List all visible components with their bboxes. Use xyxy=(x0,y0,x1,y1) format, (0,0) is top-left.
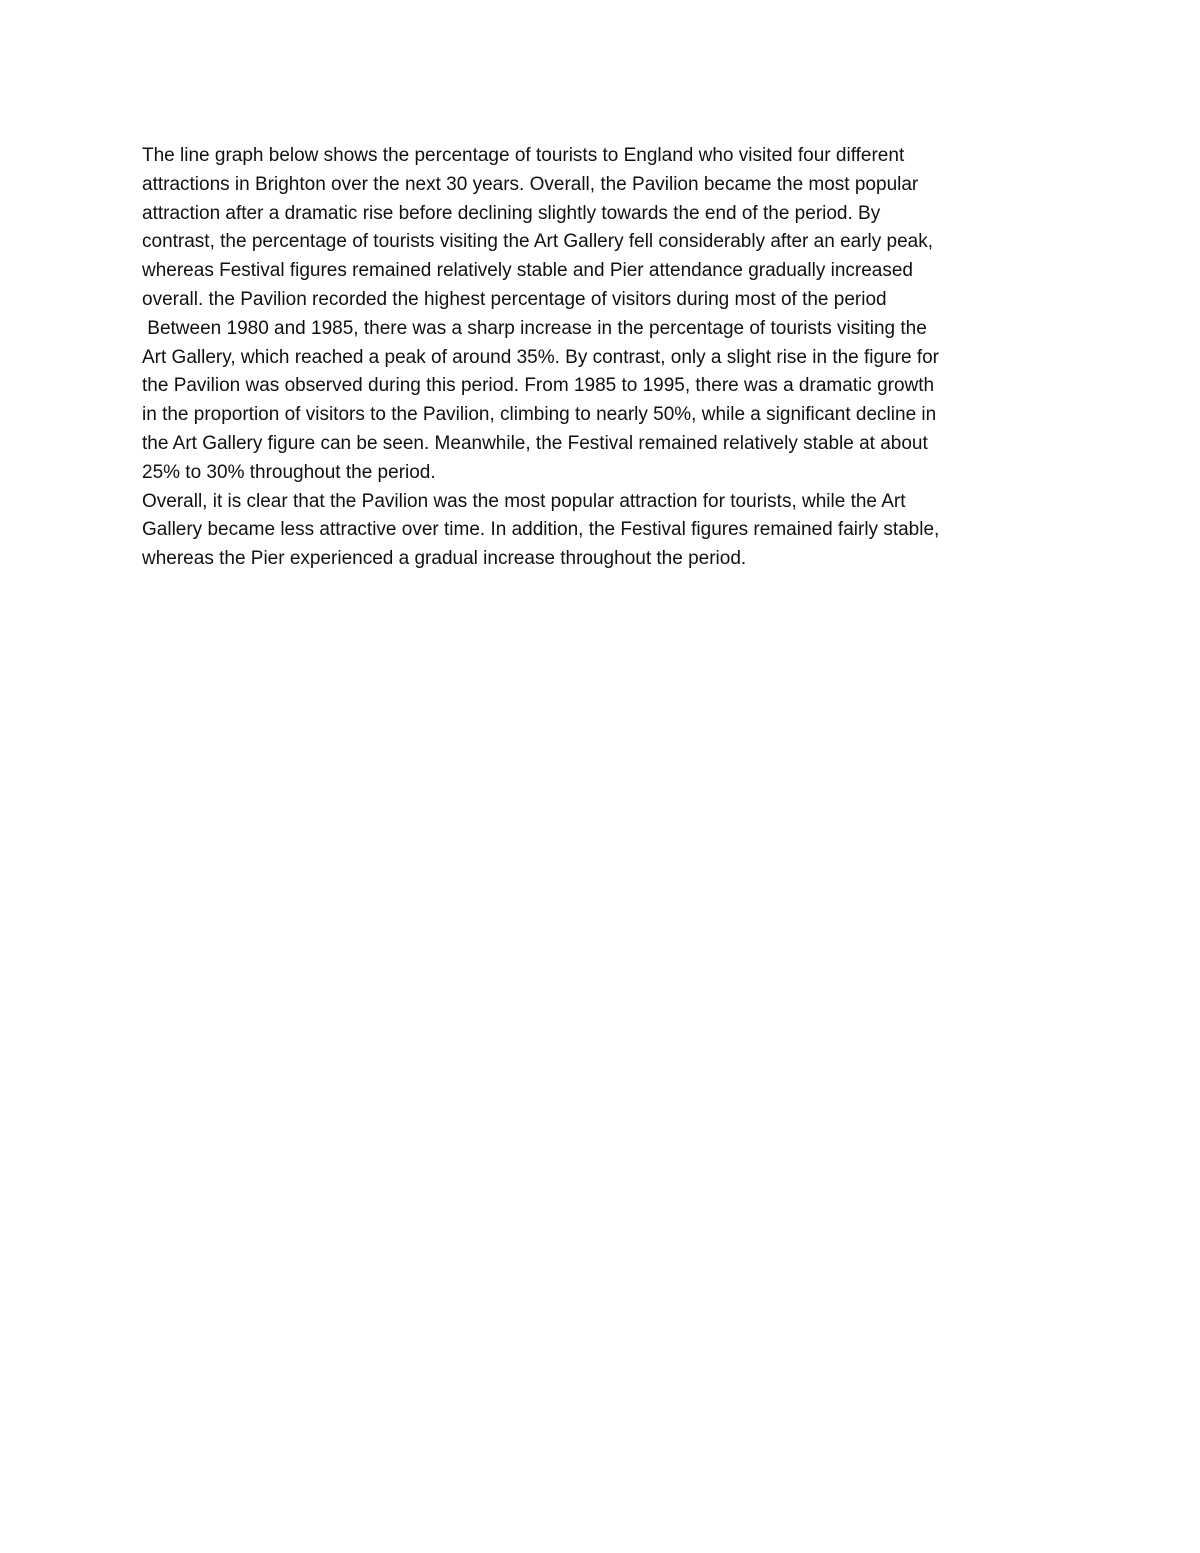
text-line: 25% to 30% throughout the period. xyxy=(142,461,436,483)
text-line: in the proportion of visitors to the Pavilion, climbing to nearly 50%, while a significant decline in xyxy=(142,404,937,426)
text-line: contrast, the percentage of tourists visiting the Art Gallery fell considerably after an early peak, xyxy=(142,231,934,253)
text-line: the Art Gallery figure can be seen. Meanwhile, the Festival remained relatively stable at about xyxy=(142,432,928,454)
body-text xyxy=(142,142,1062,574)
text-line: The line graph below shows the percentage of tourists to England who visited four different xyxy=(142,145,905,166)
text-line: overall. the Pavilion recorded the highest percentage of visitors during most of the period xyxy=(142,288,887,310)
text-line: Overall, it is clear that the Pavilion was the most popular attraction for tourists, while the Art xyxy=(142,490,906,512)
text-line: Gallery became less attractive over time. In addition, the Festival figures remained fairly stable, xyxy=(142,519,940,541)
text-line: the Pavilion was observed during this period. From 1985 to 1995, there was a dramatic growth xyxy=(142,375,935,397)
text-line: Between 1980 and 1985, there was a sharp increase in the percentage of tourists visiting the xyxy=(142,317,927,339)
text-line: attractions in Brighton over the next 30 years. Overall, the Pavilion became the most popular xyxy=(142,173,919,195)
text-line: attraction after a dramatic rise before declining slightly towards the end of the period. By xyxy=(142,202,881,224)
text-line: Art Gallery, which reached a peak of around 35%. By contrast, only a slight rise in the figure for xyxy=(142,346,939,368)
text-line: whereas the Pier experienced a gradual increase throughout the period. xyxy=(142,548,747,570)
text-line: whereas Festival figures remained relatively stable and Pier attendance gradually increased xyxy=(142,260,913,282)
